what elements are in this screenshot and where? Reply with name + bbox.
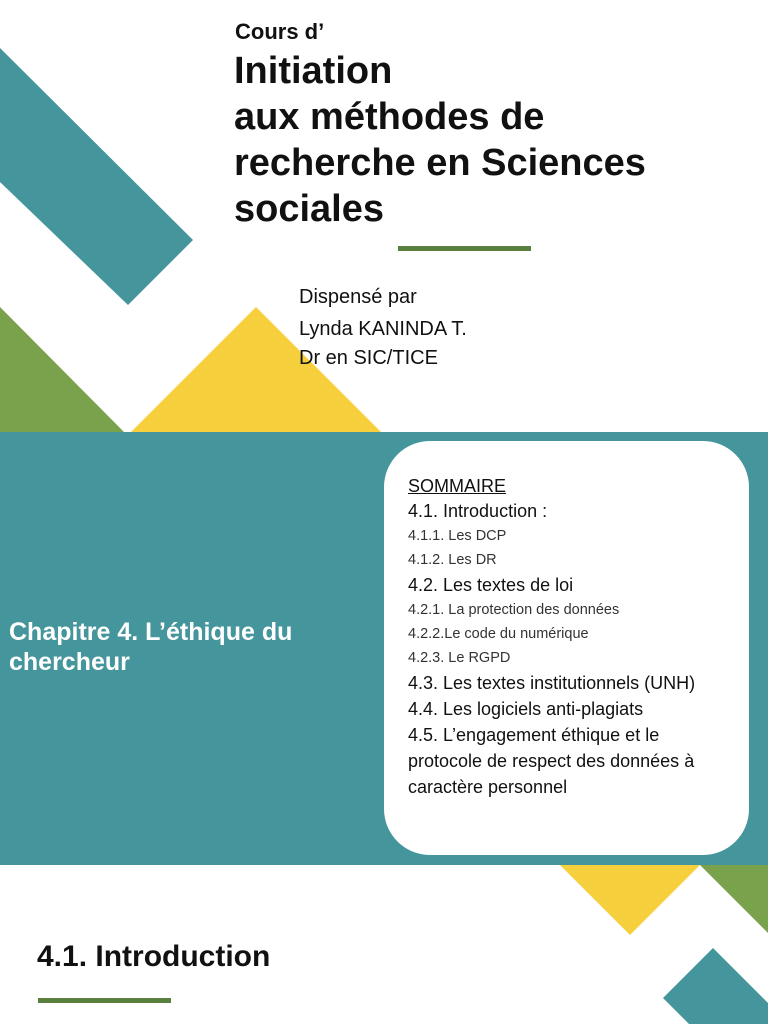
presenter-label: Dispensé par [299, 286, 417, 308]
course-title-line: Initiation [234, 50, 393, 92]
toc-item: 4.2. Les textes de loi [408, 575, 574, 595]
teal-diagonal-band [663, 948, 768, 1024]
toc-item: 4.5. L’engagement éthique et le protocole de respect des données à caractère personnel [408, 725, 695, 797]
toc-subitem: 4.2.1. La protection des données [408, 602, 620, 618]
teal-diagonal-band [0, 48, 193, 305]
toc-subitem: 4.2.3. Le RGPD [408, 650, 511, 666]
toc-subitem: 4.1.1. Les DCP [408, 528, 507, 544]
section-underline [38, 998, 171, 1003]
toc-item: 4.1. Introduction : [408, 501, 548, 521]
presenter-title: Dr en SIC/TICE [299, 347, 438, 369]
chapter-title: Chapitre 4. L’éthique du chercheur [9, 618, 293, 676]
toc-subitem: 4.2.2.Le code du numérique [408, 626, 589, 642]
green-triangle [700, 865, 768, 933]
toc-item: 4.3. Les textes institutionnels (UNH) [408, 673, 696, 693]
table-of-contents [408, 474, 738, 800]
course-title-line: recherche en Sciences [234, 142, 646, 184]
course-title-line: sociales [234, 188, 384, 230]
title-slide [0, 0, 768, 432]
course-prefix: Cours d’ [235, 19, 325, 44]
green-triangle [0, 307, 124, 432]
presenter-name: Lynda KANINDA T. [299, 318, 467, 340]
section-title: 4.1. Introduction [37, 940, 271, 973]
toc-heading: SOMMAIRE [408, 476, 507, 496]
chapter-slide [0, 432, 768, 865]
course-title-line: aux méthodes de [234, 96, 545, 138]
title-underline [398, 246, 531, 251]
section-slide [0, 865, 768, 1024]
course-title [234, 48, 754, 232]
toc-subitem: 4.1.2. Les DR [408, 552, 497, 568]
yellow-triangle [560, 865, 700, 935]
toc-item: 4.4. Les logiciels anti-plagiats [408, 699, 644, 719]
